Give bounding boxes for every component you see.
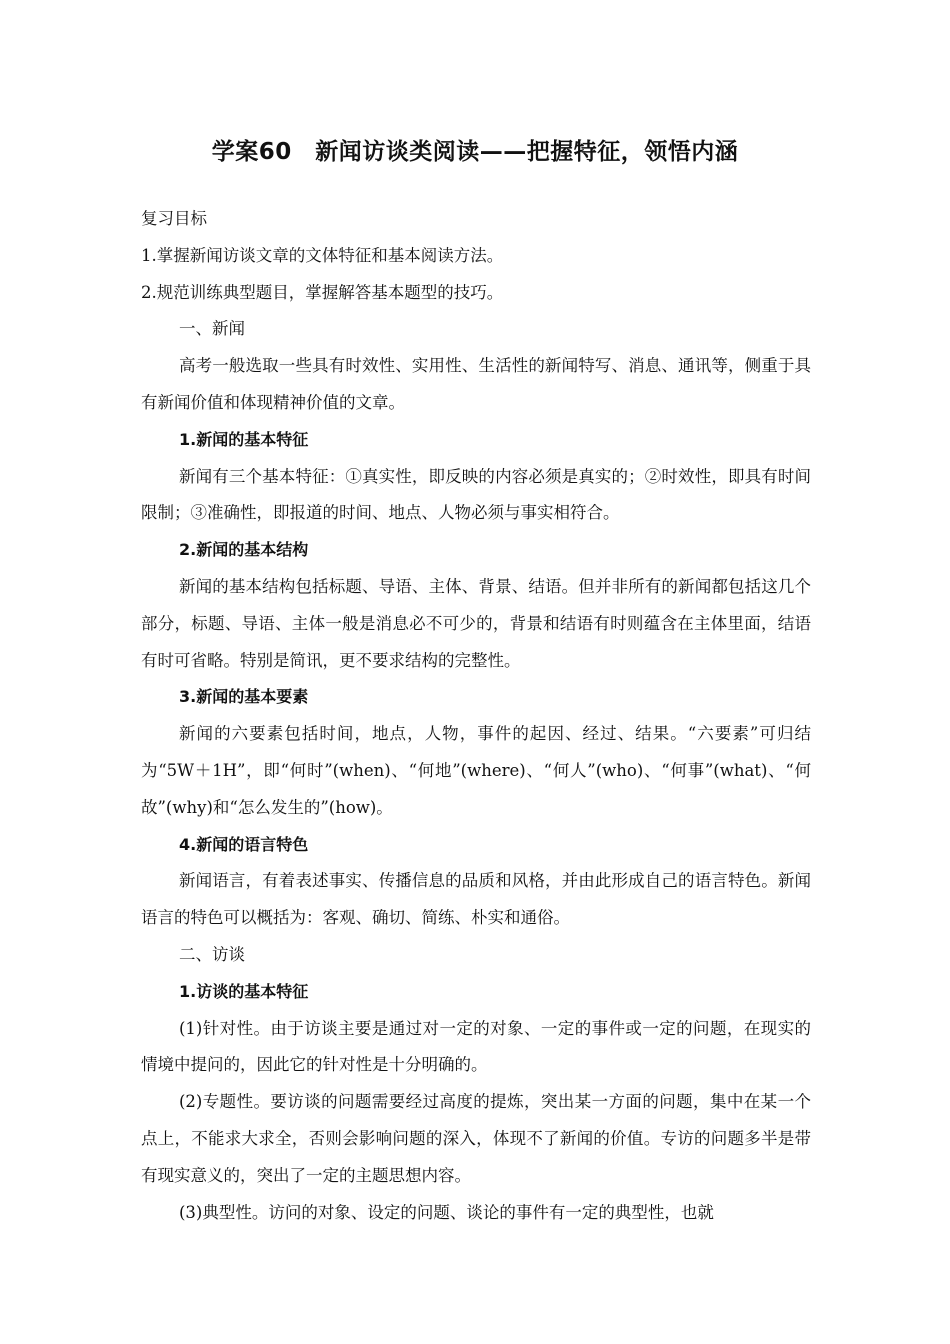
- paragraph-news-structure: 新闻的基本结构包括标题、导语、主体、背景、结语。但并非所有的新闻都包括这几个部分，标题、导语、主体一般是消息必不可少的，背景和结语有时则蕴含在主体里面，结语有时可省略。特别是简讯，更不要求结构的完整性。: [141, 576, 811, 670]
- goals-heading: 复习目标: [141, 209, 207, 228]
- goal-item-2: 2.规范训练典型题目，掌握解答基本题型的技巧。: [141, 282, 504, 302]
- section-heading-interview: 二、访谈: [179, 944, 245, 964]
- subheading-news-features: 1.新闻的基本特征: [179, 429, 309, 449]
- paragraph-news-features: 新闻有三个基本特征：①真实性，即反映的内容必须是真实的；②时效性，即具有时间限制；③准确性，即报道的时间、地点、人物必须与事实相符合。: [141, 466, 811, 523]
- page-title: 学案60 新闻访谈类阅读——把握特征，领悟内涵: [211, 139, 739, 165]
- subheading-interview-features: 1.访谈的基本特征: [179, 981, 309, 1001]
- paragraph-news-elements: 新闻的六要素包括时间，地点，人物，事件的起因、经过、结果。“六要素”可归结为“5W＋1H”，即“何时”(when)、“何地”(where)、“何人”(who)、“何事”(what)、“何故”(why)和“怎么发生的”(how)。: [141, 724, 811, 817]
- paragraph-pertinence: (1)针对性。由于访谈主要是通过对一定的对象、一定的事件或一定的问题，在现实的情境中提问的，因此它的针对性是十分明确的。: [141, 1018, 811, 1075]
- paragraph-typicality: (3)典型性。访问的对象、设定的问题、谈论的事件有一定的典型性，也就: [179, 1202, 714, 1222]
- document-body: [141, 201, 811, 1231]
- paragraph-topicality: (2)专题性。要访谈的问题需要经过高度的提炼，突出某一方面的问题，集中在某一个点上，不能求大求全，否则会影响问题的深入，体现不了新闻的价值。专访的问题多半是带有现实意义的，突出了一定的主题思想内容。: [141, 1092, 811, 1185]
- subheading-news-elements: 3.新闻的基本要素: [179, 687, 309, 707]
- paragraph-news-language: 新闻语言，有着表述事实、传播信息的品质和风格，并由此形成自己的语言特色。新闻语言的特色可以概括为：客观、确切、简练、朴实和通俗。: [141, 871, 811, 928]
- news-intro-paragraph: 高考一般选取一些具有时效性、实用性、生活性的新闻特写、消息、通讯等，侧重于具有新闻价值和体现精神价值的文章。: [141, 356, 811, 412]
- subheading-news-language: 4.新闻的语言特色: [179, 834, 309, 854]
- subheading-news-structure: 2.新闻的基本结构: [179, 540, 309, 560]
- goal-item-1: 1.掌握新闻访谈文章的文体特征和基本阅读方法。: [141, 245, 504, 265]
- section-heading-news: 一、新闻: [179, 319, 245, 339]
